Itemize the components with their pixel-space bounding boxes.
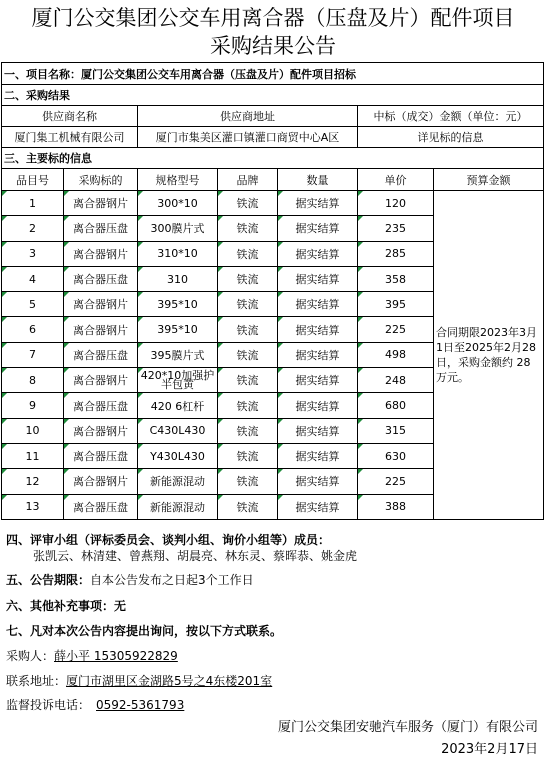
item-quantity: 据实结算 bbox=[278, 469, 358, 494]
item-no: 10 bbox=[2, 418, 64, 443]
item-unit-price: 388 bbox=[358, 494, 434, 519]
budget-note: 合同期限2023年3月1日至2025年2月28日，采购金额约 28 万元。 bbox=[434, 191, 544, 520]
item-subject: 离合器钢片 bbox=[64, 317, 138, 342]
supplier-address-header: 供应商地址 bbox=[138, 106, 358, 127]
address-value: 厦门市湖里区金湖路5号之4东楼201室 bbox=[66, 674, 273, 688]
header-budget: 预算金额 bbox=[434, 169, 544, 191]
item-quantity: 据实结算 bbox=[278, 342, 358, 367]
item-quantity: 据实结算 bbox=[278, 266, 358, 291]
item-model: 420*10加强护半包黄 bbox=[138, 368, 218, 393]
section-7-heading: 七、凡对本次公告内容提出询问，按以下方式联系。 bbox=[6, 624, 283, 638]
item-model: Y430L430 bbox=[138, 443, 218, 468]
item-subject: 离合器压盘 bbox=[64, 494, 138, 519]
item-rows bbox=[2, 191, 544, 520]
header-brand: 品牌 bbox=[218, 169, 278, 191]
item-no: 4 bbox=[2, 266, 64, 291]
item-brand: 铁流 bbox=[218, 241, 278, 266]
section-5-value: 自本公告发布之日起3个工作日 bbox=[90, 573, 254, 587]
item-unit-price: 225 bbox=[358, 469, 434, 494]
item-subject: 离合器钢片 bbox=[64, 241, 138, 266]
item-quantity: 据实结算 bbox=[278, 418, 358, 443]
result-table bbox=[1, 62, 544, 520]
footer-company: 厦门公交集团安驰汽车服务（厦门）有限公司 bbox=[277, 720, 538, 735]
item-unit-price: 358 bbox=[358, 266, 434, 291]
section-1-project-name: 一、项目名称：厦门公交集团公交车用离合器（压盘及片）配件项目招标 bbox=[2, 63, 544, 85]
supplier-address: 厦门市集美区灌口镇灌口商贸中心A区 bbox=[138, 127, 358, 148]
item-quantity: 据实结算 bbox=[278, 241, 358, 266]
item-unit-price: 315 bbox=[358, 418, 434, 443]
item-model: 300膜片式 bbox=[138, 216, 218, 241]
item-no: 6 bbox=[2, 317, 64, 342]
section-5-label: 五、公告期限： bbox=[6, 573, 91, 587]
item-model: 395膜片式 bbox=[138, 342, 218, 367]
header-model: 规格型号 bbox=[138, 169, 218, 191]
table-row bbox=[2, 191, 544, 216]
item-model: 新能源混动 bbox=[138, 469, 218, 494]
item-unit-price: 225 bbox=[358, 317, 434, 342]
item-unit-price: 395 bbox=[358, 292, 434, 317]
item-quantity: 据实结算 bbox=[278, 443, 358, 468]
item-model: 395*10 bbox=[138, 317, 218, 342]
item-model: 420 6杠杆 bbox=[138, 393, 218, 418]
section-2-heading: 二、采购结果 bbox=[2, 85, 544, 106]
item-brand: 铁流 bbox=[218, 393, 278, 418]
award-amount: 详见标的信息 bbox=[358, 127, 544, 148]
item-brand: 铁流 bbox=[218, 494, 278, 519]
complaint-value: 0592-5361793 bbox=[96, 698, 185, 712]
header-item-no: 品目号 bbox=[2, 169, 64, 191]
section-3-heading: 三、主要标的信息 bbox=[2, 148, 544, 169]
contact-address bbox=[6, 672, 272, 689]
item-unit-price: 120 bbox=[358, 191, 434, 216]
item-no: 11 bbox=[2, 443, 64, 468]
item-brand: 铁流 bbox=[218, 418, 278, 443]
header-quantity: 数量 bbox=[278, 169, 358, 191]
item-model: C430L430 bbox=[138, 418, 218, 443]
item-no: 13 bbox=[2, 494, 64, 519]
item-subject: 离合器钢片 bbox=[64, 368, 138, 393]
item-subject: 离合器压盘 bbox=[64, 393, 138, 418]
item-subject: 离合器压盘 bbox=[64, 216, 138, 241]
item-subject: 离合器压盘 bbox=[64, 266, 138, 291]
purchaser-contact bbox=[6, 647, 178, 664]
title-line-2: 采购结果公告 bbox=[210, 34, 336, 58]
section-6-label: 六、其他补充事项： bbox=[6, 599, 115, 613]
page-title bbox=[0, 0, 546, 62]
item-no: 5 bbox=[2, 292, 64, 317]
item-quantity: 据实结算 bbox=[278, 494, 358, 519]
item-no: 8 bbox=[2, 368, 64, 393]
purchaser-label: 采购人： bbox=[6, 649, 55, 663]
section-6 bbox=[6, 597, 126, 614]
item-brand: 铁流 bbox=[218, 266, 278, 291]
item-brand: 铁流 bbox=[218, 191, 278, 216]
item-quantity: 据实结算 bbox=[278, 216, 358, 241]
item-unit-price: 498 bbox=[358, 342, 434, 367]
item-unit-price: 680 bbox=[358, 393, 434, 418]
item-model: 395*10 bbox=[138, 292, 218, 317]
item-subject: 离合器钢片 bbox=[64, 191, 138, 216]
item-quantity: 据实结算 bbox=[278, 292, 358, 317]
title-line-1: 厦门公交集团公交车用离合器（压盘及片）配件项目 bbox=[31, 6, 515, 30]
complaint-label: 监督投诉电话： bbox=[6, 698, 91, 712]
section-6-value: 无 bbox=[114, 599, 127, 613]
item-brand: 铁流 bbox=[218, 292, 278, 317]
item-no: 1 bbox=[2, 191, 64, 216]
item-brand: 铁流 bbox=[218, 469, 278, 494]
header-unit-price: 单价 bbox=[358, 169, 434, 191]
item-unit-price: 285 bbox=[358, 241, 434, 266]
item-quantity: 据实结算 bbox=[278, 317, 358, 342]
item-model: 310*10 bbox=[138, 241, 218, 266]
item-quantity: 据实结算 bbox=[278, 368, 358, 393]
footer-date: 2023年2月17日 bbox=[441, 742, 538, 757]
item-model: 300*10 bbox=[138, 191, 218, 216]
item-quantity: 据实结算 bbox=[278, 393, 358, 418]
item-brand: 铁流 bbox=[218, 317, 278, 342]
item-no: 2 bbox=[2, 216, 64, 241]
item-brand: 铁流 bbox=[218, 216, 278, 241]
item-subject: 离合器钢片 bbox=[64, 469, 138, 494]
item-model: 新能源混动 bbox=[138, 494, 218, 519]
item-subject: 离合器钢片 bbox=[64, 292, 138, 317]
item-quantity: 据实结算 bbox=[278, 191, 358, 216]
item-no: 3 bbox=[2, 241, 64, 266]
purchaser-value: 薛小平 15305922829 bbox=[54, 649, 178, 663]
reviewer-list: 张凯云、林清建、曾燕翔、胡晨亮、林东灵、蔡晖恭、姚金虎 bbox=[33, 549, 358, 563]
complaint-phone bbox=[6, 696, 184, 713]
item-unit-price: 235 bbox=[358, 216, 434, 241]
item-unit-price: 630 bbox=[358, 443, 434, 468]
section-4-heading: 四、评审小组（评标委员会、谈判小组、询价小组等）成员： bbox=[6, 533, 331, 547]
item-brand: 铁流 bbox=[218, 443, 278, 468]
award-amount-header: 中标（成交）金额（单位：元） bbox=[358, 106, 544, 127]
item-no: 12 bbox=[2, 469, 64, 494]
item-model: 310 bbox=[138, 266, 218, 291]
supplier-name-header: 供应商名称 bbox=[2, 106, 138, 127]
item-brand: 铁流 bbox=[218, 342, 278, 367]
item-brand: 铁流 bbox=[218, 368, 278, 393]
section-5 bbox=[6, 571, 254, 588]
item-subject: 离合器钢片 bbox=[64, 418, 138, 443]
item-subject: 离合器压盘 bbox=[64, 443, 138, 468]
item-unit-price: 248 bbox=[358, 368, 434, 393]
item-no: 9 bbox=[2, 393, 64, 418]
address-label: 联系地址： bbox=[6, 674, 67, 688]
header-subject: 采购标的 bbox=[64, 169, 138, 191]
supplier-name: 厦门集工机械有限公司 bbox=[2, 127, 138, 148]
item-subject: 离合器压盘 bbox=[64, 342, 138, 367]
item-no: 7 bbox=[2, 342, 64, 367]
